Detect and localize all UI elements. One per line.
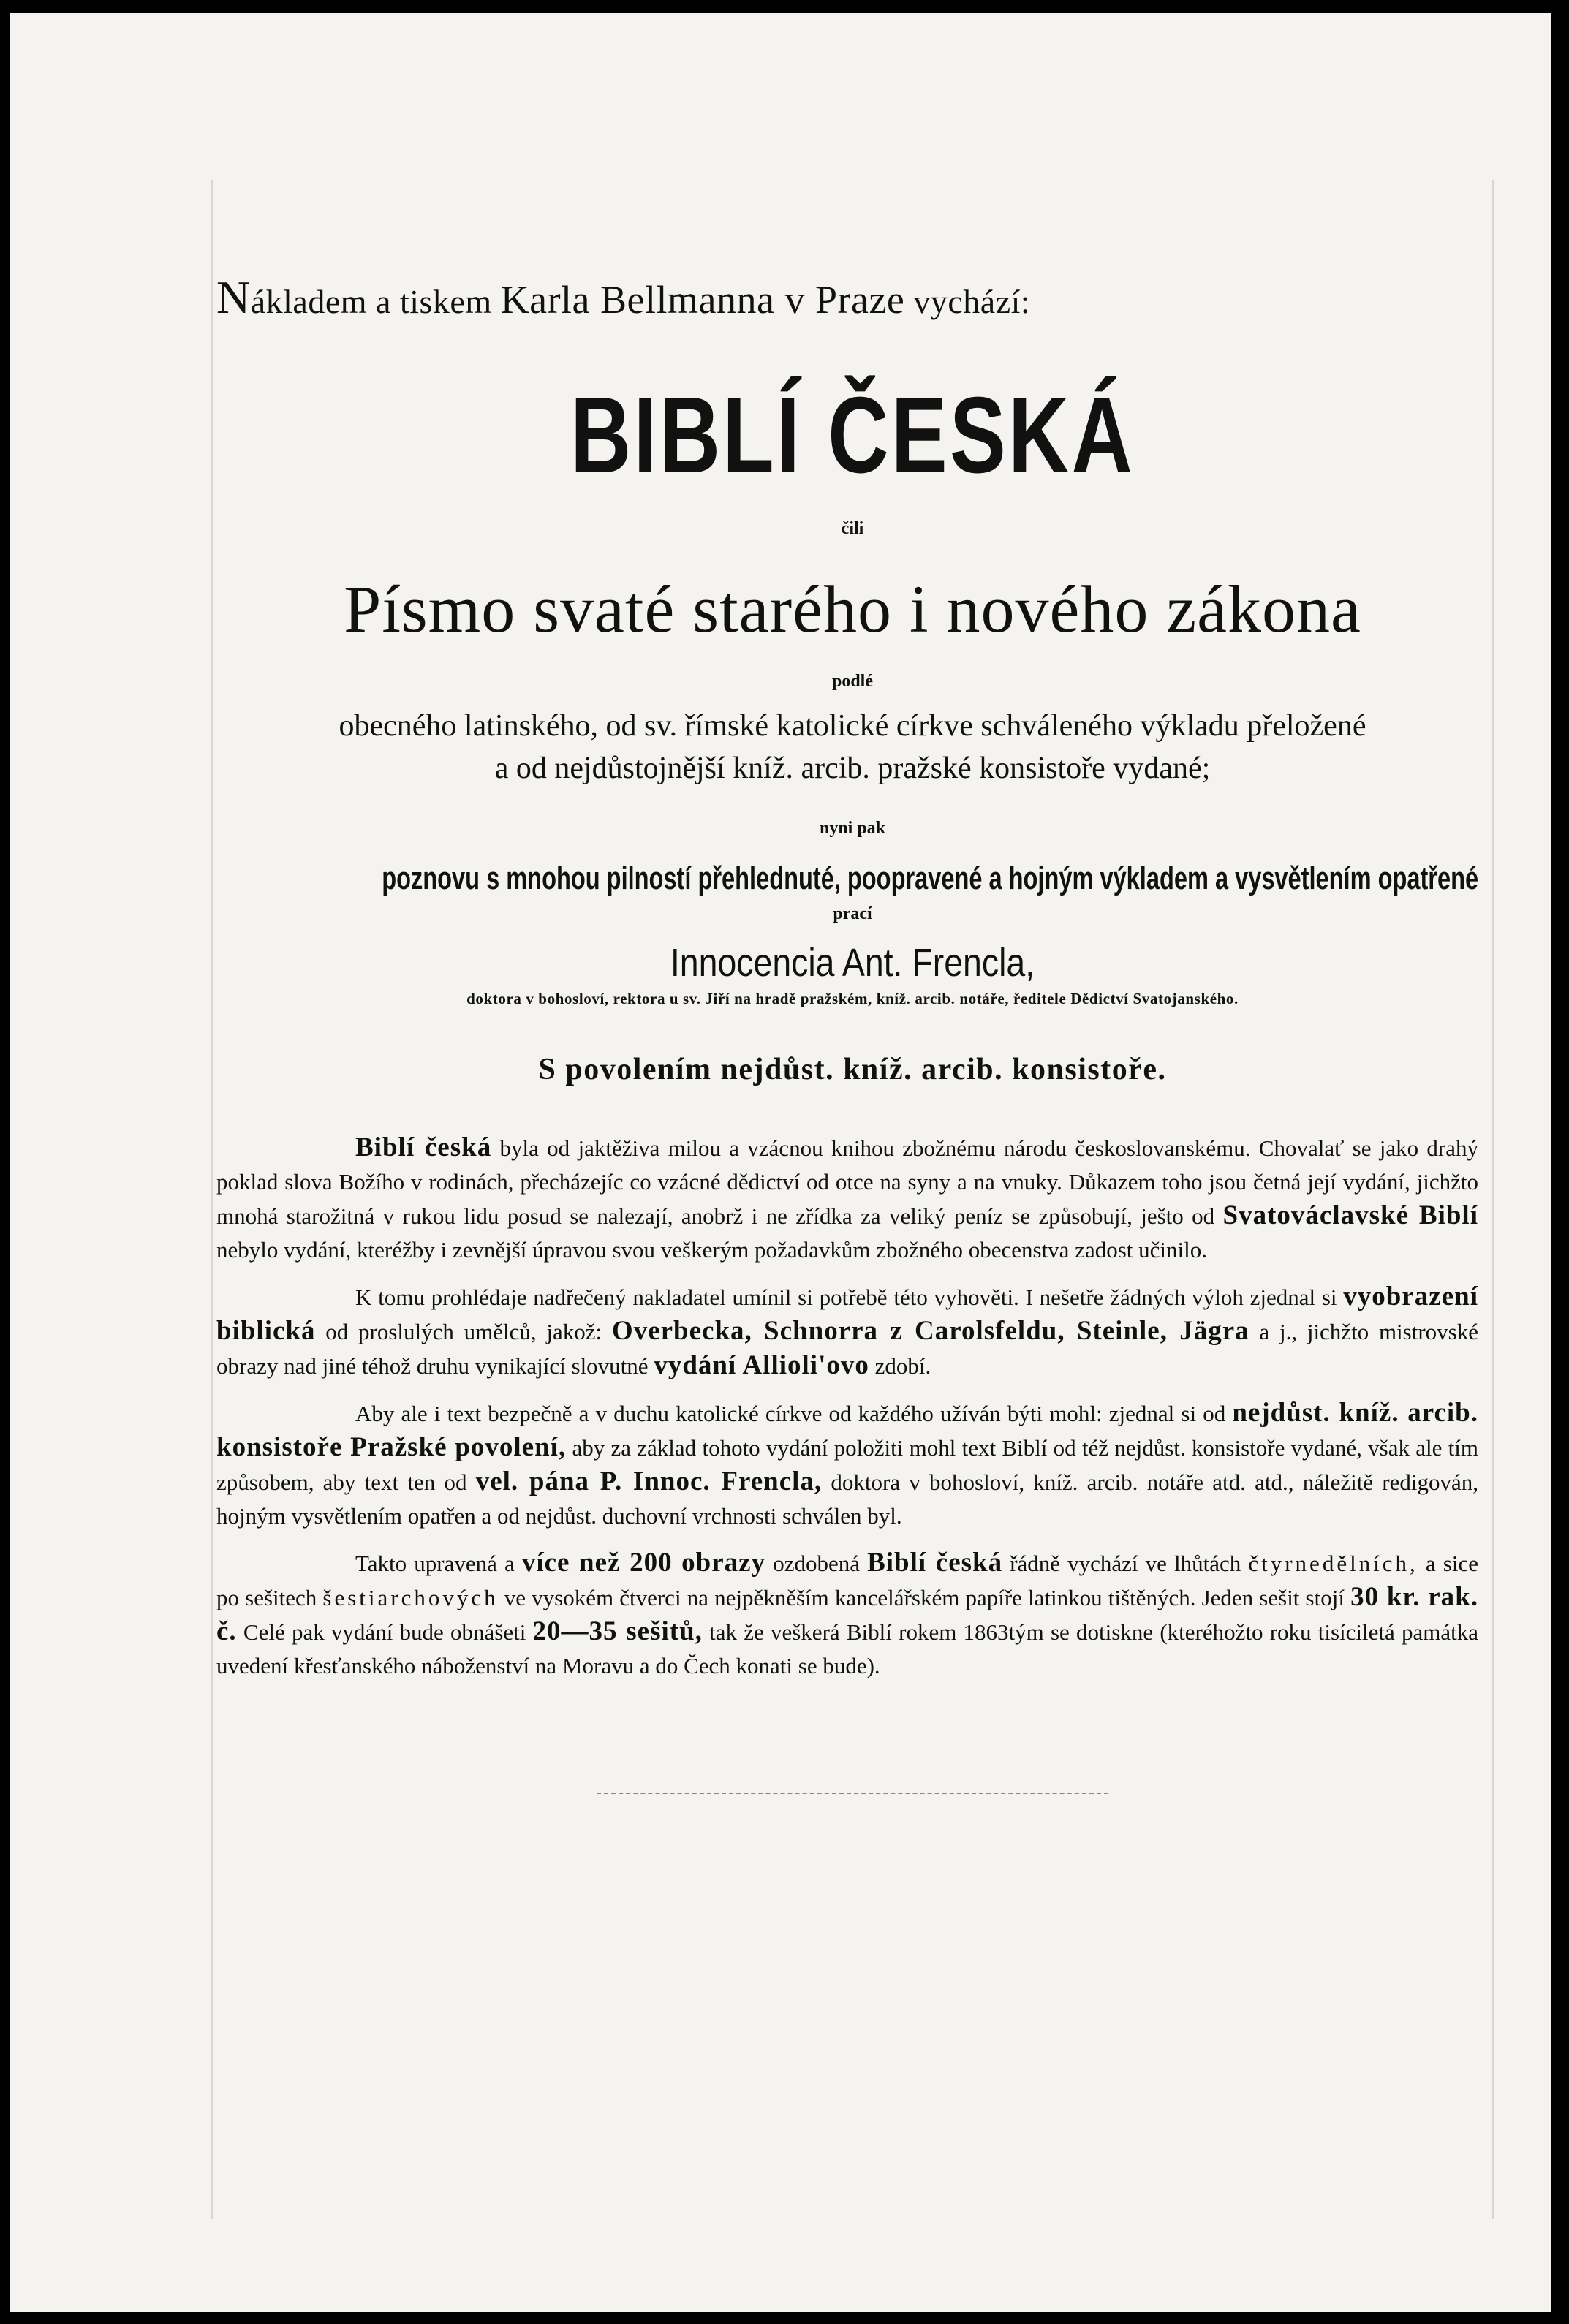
- cili-label: čili: [841, 519, 864, 538]
- paragraph-1: [216, 1131, 1478, 1267]
- p2-emphasis-2: Overbecka, Schnorra z Carolsfeldu, Steinle, Jägra: [611, 1316, 1249, 1346]
- p1-text-1: byla od jaktěživa milou a vzácnou knihou zbožnému národu českoslovanskému. Chovalať se jako drahý poklad slova Božího v rodinách, přecházejíc co vzácné dědictví od otce na syny a na vnuky. Důkazem toho jsou četná její vydání, jichžto mnohá starožitná v rukou lidu posud se nalezají, anobrž i ne zřídka za veliký peníz se způsobují, ješto od: [216, 1135, 1479, 1229]
- p2-text-2: od proslulých umělců, jakož:: [315, 1319, 612, 1344]
- p4-text-5: ve vysokém čtverci na nejpěkněším kancelářském papíře latinkou tištěných. Jeden sešit stojí: [498, 1585, 1351, 1610]
- author-description: doktora v bohosloví, rektora u sv. Jiří na hradě pražském, kníž. arcib. notáře, ředitele Dědictví Svatojanského.: [466, 990, 1239, 1007]
- p3-text-2: aby za základ tohoto vydání položiti mohl text Biblí od též nejdůst. konsistoře vydané, však ale tím způsobem, aby text ten od: [216, 1435, 1478, 1495]
- author-name: Innocencia Ant. Frencla,: [670, 941, 1035, 985]
- p4-spaced-2: šestiarchových: [322, 1585, 499, 1610]
- advertisement-content: [216, 270, 1489, 1794]
- podle-label: podlé: [831, 672, 873, 691]
- description-line-1: obecného latinského, od sv. římské katolické církve schváleného výkladu přeložené: [339, 709, 1366, 743]
- publisher-text-2: vychází:: [913, 283, 1031, 320]
- publisher-text-1: ákladem a tiskem: [250, 283, 492, 320]
- p4-text-2: ozdobená: [765, 1551, 868, 1576]
- description: [216, 705, 1489, 790]
- permission-line: S povolením nejdůst. kníž. arcib. konsistoře.: [538, 1053, 1167, 1086]
- paragraph-3: [216, 1396, 1478, 1533]
- p2-text-1: K tomu prohlédaje nadřečený nakladatel umínil si potřebě této vyhověti. I nešetře žádných výloh zjednal si: [355, 1284, 1344, 1310]
- p3-text-3: doktora v bohosloví, kníž. arcib. notáře atd. atd., náležitě redigován, hojným vysvětlením opatřen a od nejdůst. duchovní vrchnosti schválen byl.: [216, 1469, 1479, 1529]
- p4-text-4: a sice po sešitech: [216, 1551, 1478, 1610]
- p1-emphasis-2: Svatováclavské Biblí: [1222, 1200, 1478, 1230]
- p4-emphasis-2: Biblí česká: [867, 1548, 1003, 1578]
- p4-emphasis-4: 20—35 sešitů,: [532, 1616, 703, 1646]
- description-line-2: a od nejdůstojnější kníž. arcib. pražské konsistoře vydané;: [494, 752, 1211, 785]
- publisher-line: [216, 270, 1489, 325]
- p4-emphasis-3: 30 kr. rak. č.: [216, 1582, 1478, 1646]
- nyni-pak-label: nyni pak: [819, 819, 886, 838]
- p1-emphasis-1: Biblí česká: [355, 1132, 492, 1162]
- p4-text-1: Takto upravená a: [355, 1551, 522, 1576]
- revised-line: poznovu s mnohou pilností přehlednuté, poopravené a hojným výkladem a vysvětlením opatřené: [382, 860, 1479, 896]
- p2-text-3: a j., jichžto mistrovské obrazy nad jiné téhož druhu vynikající slovutné: [216, 1319, 1478, 1379]
- p1-text-2: nebylo vydání, kteréžby i zevnější úpravou svou veškerým požadavkům zbožného obecenstva zadost učinilo.: [216, 1237, 1207, 1263]
- praci-label: prací: [833, 904, 872, 923]
- p4-spaced-1: čtyrnedělních,: [1248, 1551, 1418, 1576]
- p3-emphasis-2: vel. pána P. Innoc. Frencla,: [475, 1466, 823, 1496]
- p3-text-1: Aby ale i text bezpečně a v duchu katolické církve od každého užíván býti mohl: zjednal si od: [355, 1401, 1233, 1426]
- paragraph-4: [216, 1546, 1478, 1683]
- body-text: [216, 1131, 1489, 1683]
- paragraph-2: [216, 1280, 1478, 1383]
- p4-text-3: řádně vychází ve lhůtách: [1002, 1551, 1249, 1576]
- main-title: BIBLÍ ČESKÁ: [570, 375, 1135, 496]
- p2-text-4: zdobí.: [869, 1353, 931, 1379]
- p2-emphasis-3: vydání Allioli'ovo: [654, 1350, 869, 1380]
- publisher-name: Karla Bellmanna v Praze: [500, 278, 905, 322]
- p4-text-6: Celé pak vydání bude obnášeti: [236, 1619, 533, 1645]
- subtitle: Písmo svaté starého i nového zákona: [344, 572, 1361, 646]
- p3-emphasis-1: nejdůst. kníž. arcib. konsistoře Pražské povolení,: [216, 1398, 1478, 1462]
- publisher-initial: N: [216, 271, 251, 323]
- p4-text-7: tak že veškerá Biblí rokem 1863tým se dotiskne (kteréhožto roku tisíciletá památka uvedení křesťanského náboženství na Moravu a do Čech konati se bude).: [216, 1619, 1478, 1678]
- p4-emphasis-1: více než 200 obrazy: [521, 1548, 766, 1578]
- closing-divider: [597, 1793, 1108, 1794]
- p2-emphasis-1: vyobrazení biblická: [216, 1282, 1478, 1346]
